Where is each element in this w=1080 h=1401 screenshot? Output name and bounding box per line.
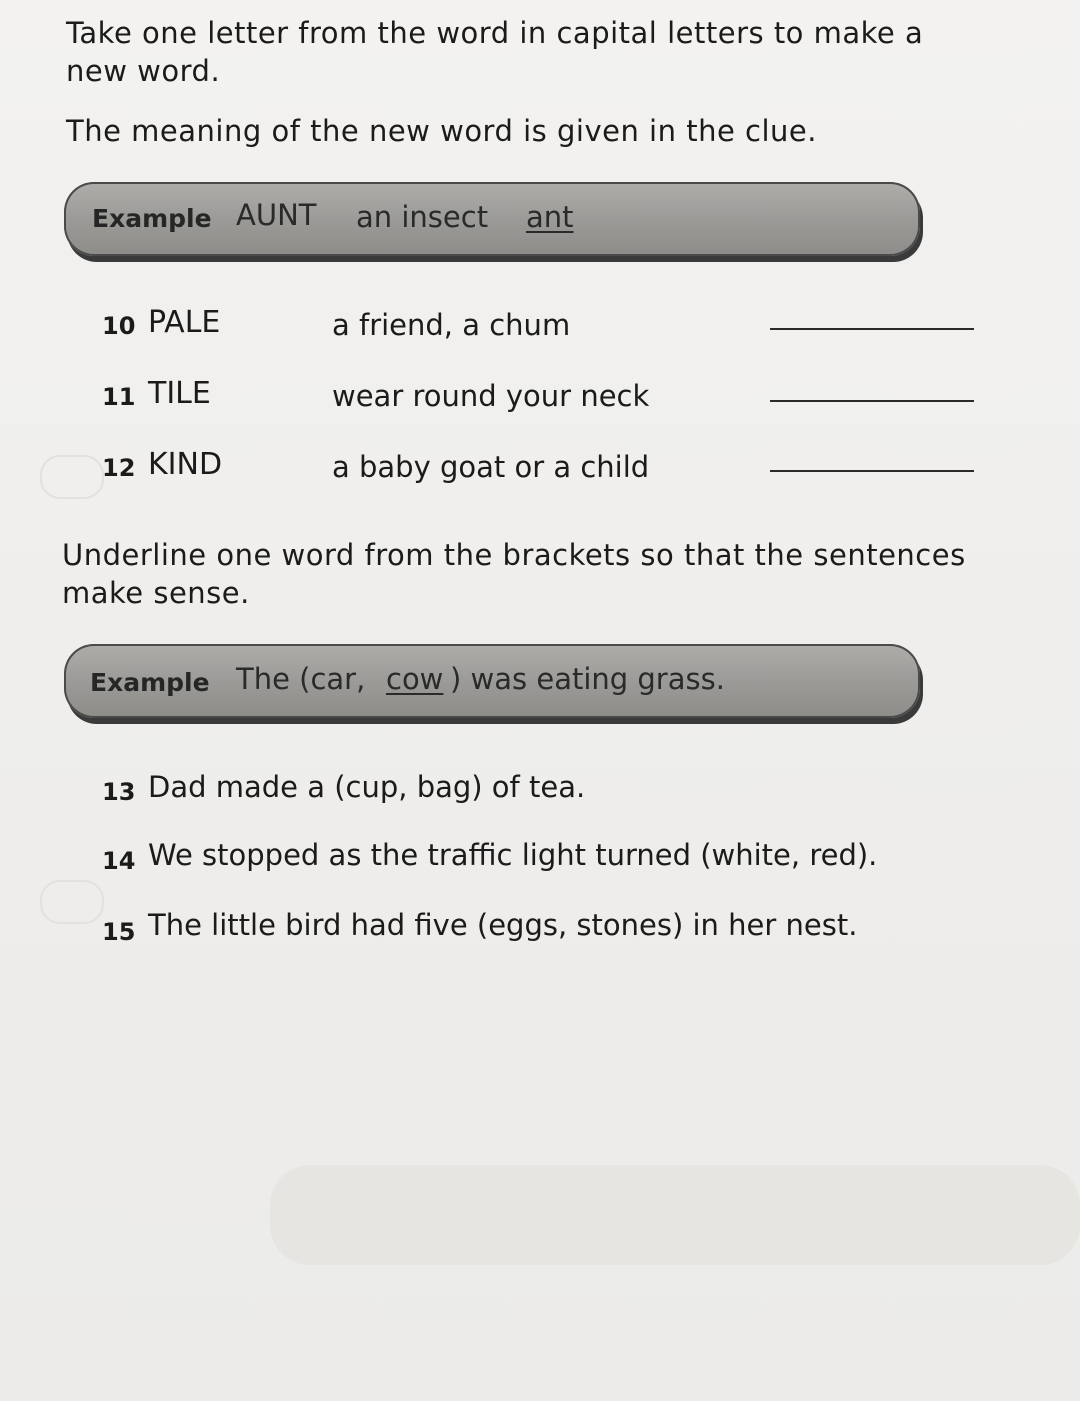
example-answer: ant: [526, 200, 574, 234]
question-number: 14: [102, 847, 136, 875]
example-box-1: [64, 182, 920, 256]
example-label: Example: [90, 668, 210, 697]
instruction-meaning: The meaning of the new word is given in the clue.: [66, 114, 817, 148]
question-clue: a baby goat or a child: [332, 450, 650, 484]
question-sentence: Dad made a (cup, bag) of tea.: [148, 770, 586, 804]
question-sentence: We stopped as the traffic light turned (white, red).: [148, 838, 878, 872]
example-answer: cow: [386, 662, 444, 696]
reverse-side-ring: [40, 880, 104, 924]
reverse-side-box-shadow: [270, 1165, 1080, 1265]
example-sentence-start: The (car,: [236, 662, 366, 696]
question-number: 11: [102, 383, 136, 411]
instruction-line-4: make sense.: [62, 576, 250, 610]
example-box-2: [64, 644, 920, 718]
answer-blank[interactable]: [770, 400, 974, 402]
example-label: Example: [92, 204, 212, 233]
question-sentence: The little bird had five (eggs, stones) in her nest.: [148, 908, 858, 942]
answer-blank[interactable]: [770, 470, 974, 472]
reverse-side-ring: [40, 455, 104, 499]
question-number: 12: [102, 454, 136, 482]
question-word: TILE: [148, 376, 211, 411]
question-word: KIND: [148, 447, 223, 482]
answer-blank[interactable]: [770, 328, 974, 330]
question-clue: a friend, a chum: [332, 308, 571, 342]
question-number: 10: [102, 312, 136, 340]
question-word: PALE: [148, 305, 221, 340]
question-number: 15: [102, 918, 136, 946]
example-clue: an insect: [356, 200, 489, 234]
instruction-line-2: new word.: [66, 54, 221, 88]
question-number: 13: [102, 778, 136, 806]
example-sentence-end: ) was eating grass.: [450, 662, 725, 696]
example-word: AUNT: [236, 198, 317, 232]
instruction-line-3: Underline one word from the brackets so that the sentences: [62, 538, 966, 572]
instruction-line-1: Take one letter from the word in capital letters to make a: [66, 16, 924, 50]
question-clue: wear round your neck: [332, 379, 650, 413]
